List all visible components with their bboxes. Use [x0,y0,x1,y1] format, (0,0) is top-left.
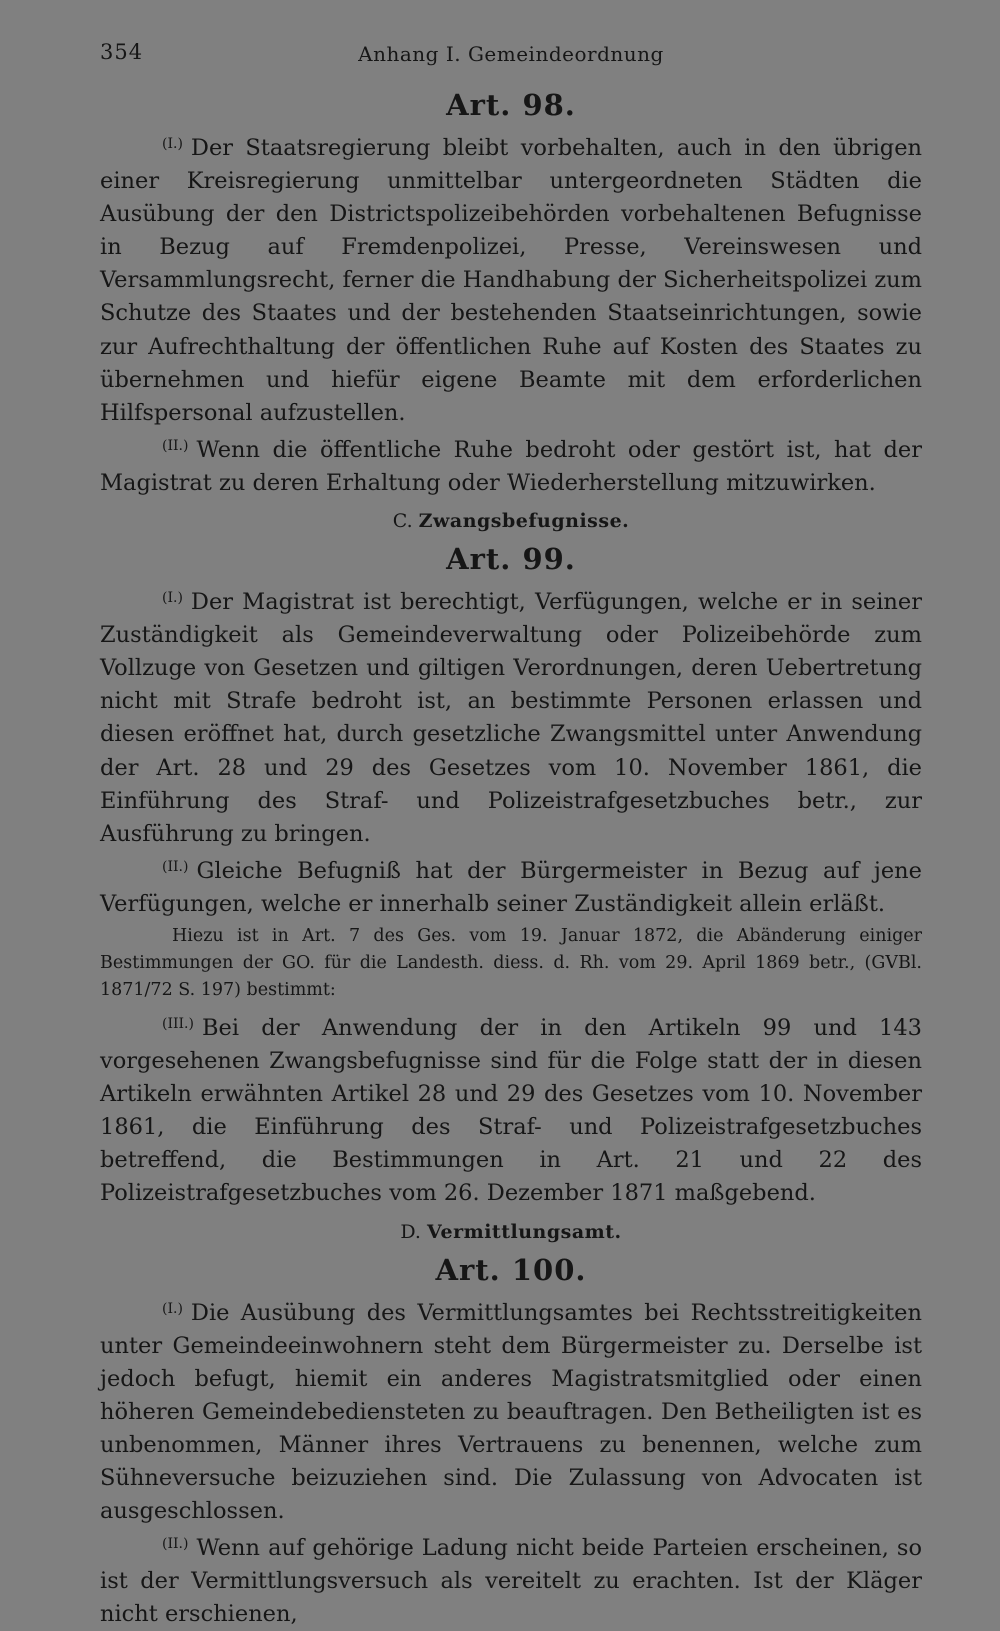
page-number: 354 [100,40,144,64]
running-title: Anhang I. Gemeindeordnung [358,42,664,66]
paragraph-text: Wenn die öffentliche Ruhe bedroht oder gestört ist, hat der Magistrat zu deren Erhaltung oder Wiederherstellung mitzuwirken. [100,436,922,496]
paragraph-number: (II.) [162,858,189,875]
paragraph-text: Bei der Anwendung der in den Artikeln 99 und 143 vorgesehenen Zwangsbefugnisse sind für die Folge statt der in diesen Artikeln erwähnten Artikel 28 und 29 des Gesetzes vom 10. November 1861, die Einführung des Straf- und Polizeistrafgesetzbuches betreffend, die Bestimmungen in Art. 21 und 22 des Polizeistrafgesetzbuches vom 26. Dezember 1871 maßgebend. [100,1014,922,1207]
article-98-paragraph-1 [100,128,922,430]
article-100-paragraph-1 [100,1293,922,1529]
paragraph-text: Wenn auf gehörige Ladung nicht beide Parteien erscheinen, so ist der Vermittlungsversuch als vereitelt zu erachten. Ist der Kläger nicht erschienen, [100,1535,922,1628]
paragraph-number: (II.) [162,437,189,454]
article-98-paragraph-2 [100,430,922,500]
article-100-heading: Art. 100. [435,1252,587,1287]
section-title: Zwangsbefugnisse. [418,510,630,533]
paragraph-text: Gleiche Befugniß hat der Bürgermeister in Bezug auf jene Verfügungen, welche er innerhalb seiner Zuständigkeit allein erläßt. [100,857,922,917]
paragraph-text: Der Staatsregierung bleibt vorbehalten, auch in den übrigen einer Kreisregierung unmittelbar untergeordneten Städten die Ausübung der den Districtspolizeibehörden vorbehaltenen Befugnisse in Bezug auf Fremdenpolizei, Presse, Vereinswesen und Versammlungsrecht, ferner die Handhabung der Sicherheitspolizei zum Schutze des Staates und der bestehenden Staatseinrichtungen, sowie zur Aufrechthaltung der öffentlichen Ruhe auf Kosten des Staates zu übernehmen und hiefür eigene Beamte mit dem erforderlichen Hilfspersonal aufzustellen. [100,135,923,426]
article-99-paragraph-3 [100,1008,922,1211]
article-99-paragraph-2 [100,851,922,921]
article-100-paragraph-2 [100,1528,922,1631]
paragraph-number: (III.) [162,1015,194,1032]
article-99-heading: Art. 99. [446,542,576,577]
paragraph-text: Der Magistrat ist berechtigt, Verfügungen, welche er in seiner Zuständigkeit als Gemeindeverwaltung oder Polizeibehörde zum Vollzuge von Gesetzen und giltigen Verordnungen, deren Uebertretung nicht mit Strafe bedroht ist, an bestimmte Personen erlassen und diesen eröffnet hat, durch gesetzliche Zwangsmittel unter Anwendung der Art. 28 und 29 des Gesetzes vom 10. November 1861, die Einführung des Straf- und Polizeistrafgesetzbuches betr., zur Ausführung zu bringen. [100,589,922,847]
paragraph-number: (I.) [162,590,183,607]
paragraph-text: Die Ausübung des Vermittlungsamtes bei Rechtsstreitigkeiten unter Gemeindeeinwohnern steht dem Bürgermeister zu. Derselbe ist jedoch befugt, hiemit ein anderes Magistratsmitglied oder einen höheren Gemeindebediensteten zu beauftragen. Den Betheiligten ist es unbenommen, Männer ihres Vertrauens zu benennen, welche zum Sühneversuche beizuziehen sind. Die Zulassung von Advocaten ist ausgeschlossen. [100,1299,922,1525]
article-99-paragraph-1 [100,582,922,851]
article-98-heading: Art. 98. [446,88,576,122]
paragraph-number: (I.) [162,1300,183,1317]
section-letter: C. [392,510,413,533]
section-c-heading [100,510,922,532]
section-d-heading [100,1221,922,1243]
paragraph-number: (II.) [162,1536,189,1553]
section-title: Vermittlungsamt. [427,1220,622,1243]
section-letter: D. [400,1220,421,1243]
paragraph-number: (I.) [162,136,183,152]
running-head [100,38,922,78]
article-99-note: Hiezu ist in Art. 7 des Ges. vom 19. Januar 1872, die Abänderung einiger Bestimmungen der GO. für die Landesth. diess. d. Rh. vom 29. April 1869 betr., (GVBl. 1871/72 S. 197) bestimmt: [100,925,922,1000]
